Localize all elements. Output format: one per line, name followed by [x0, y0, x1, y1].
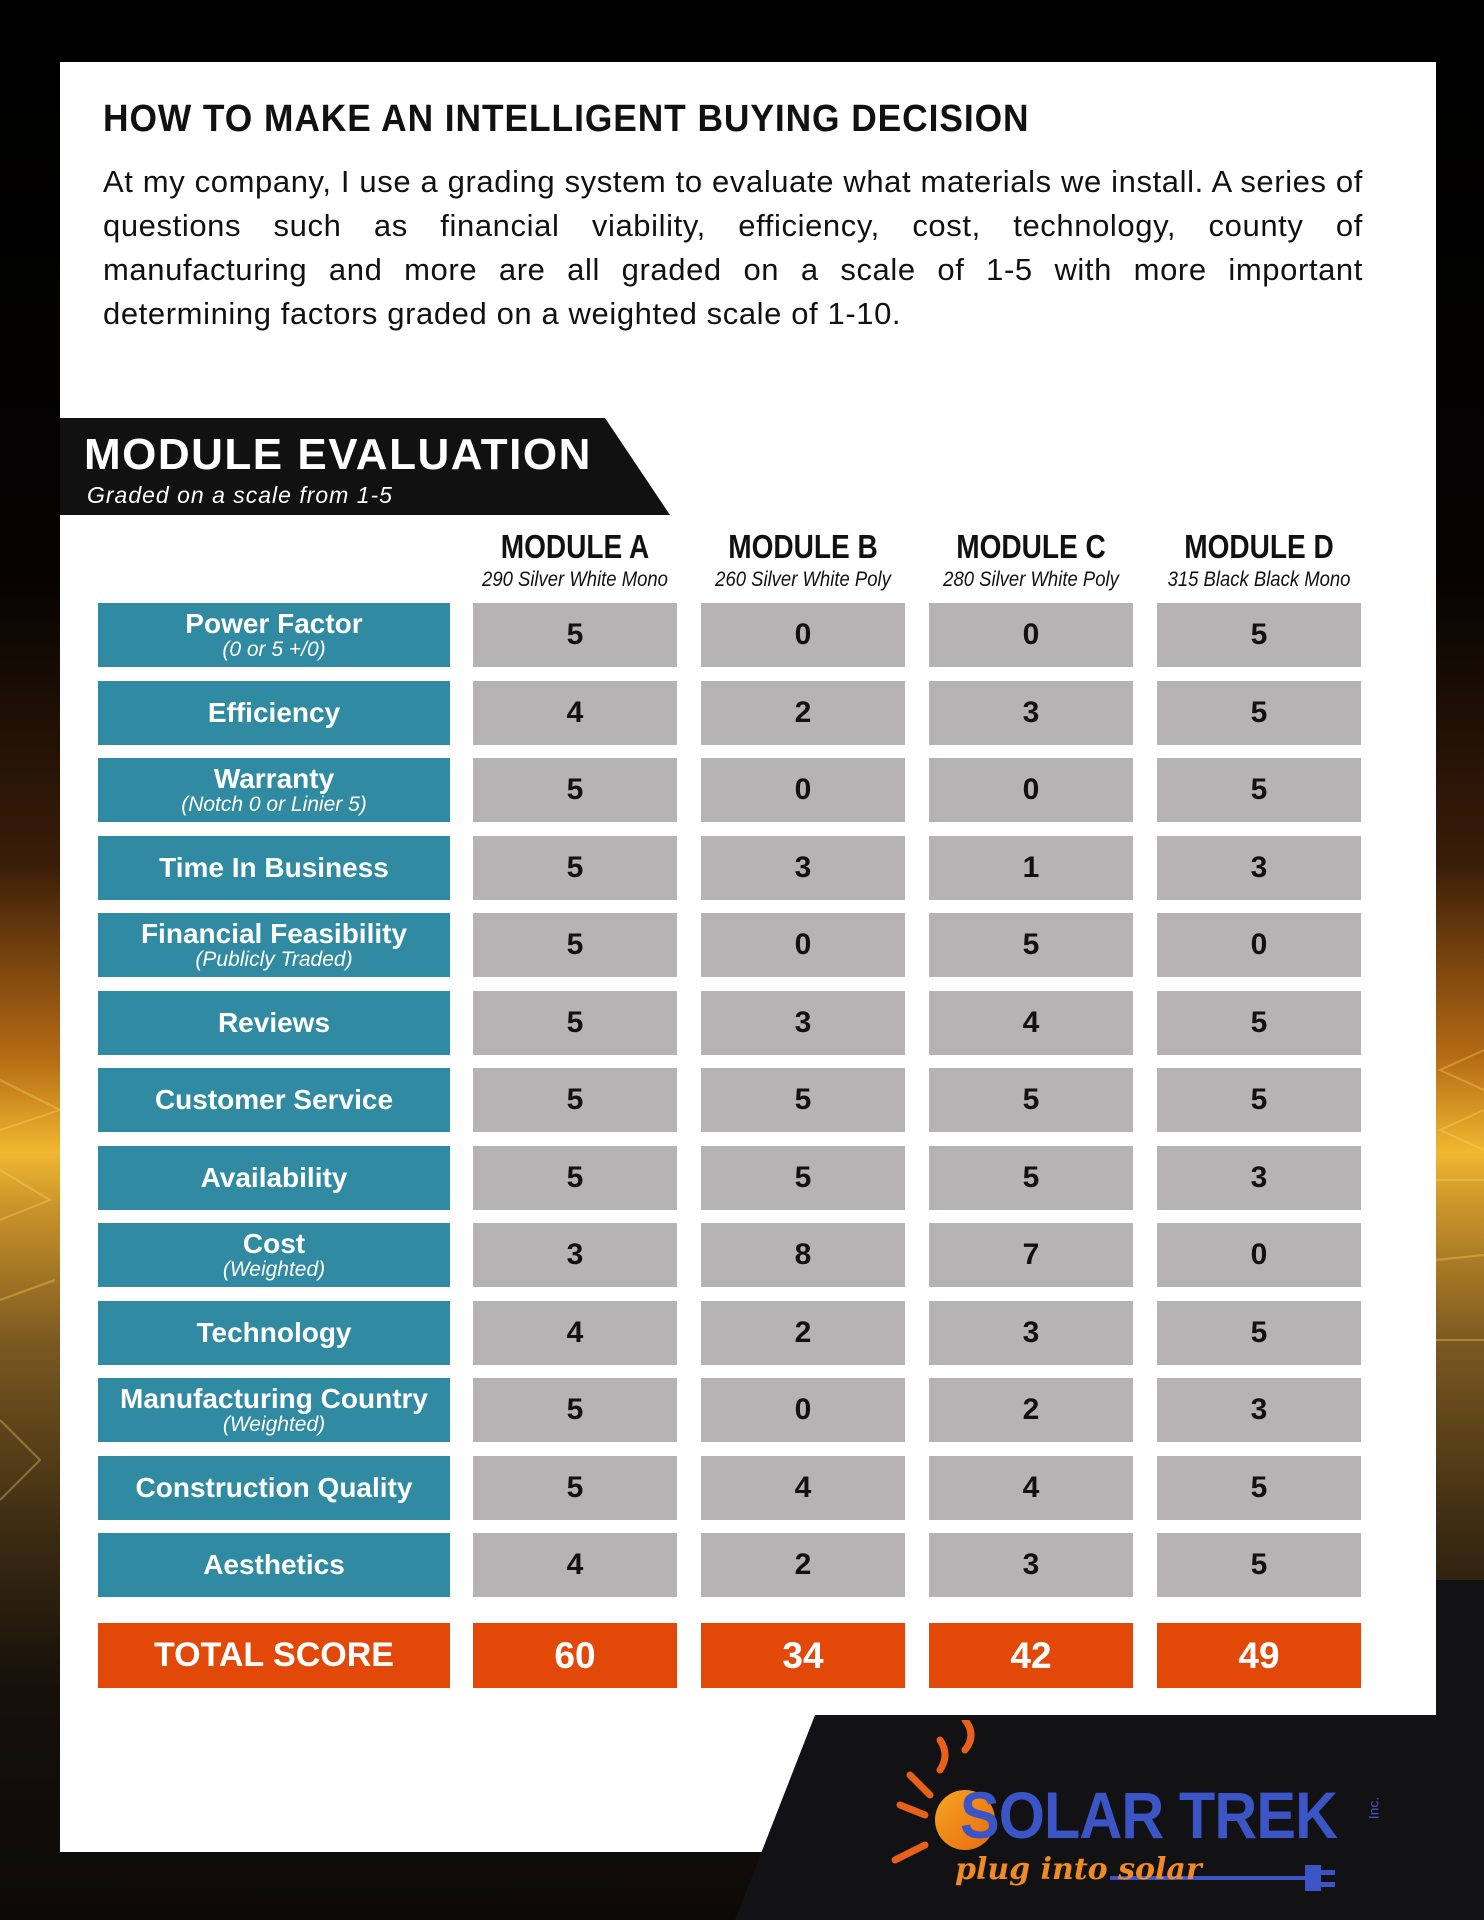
score-cell: 4 — [701, 1456, 905, 1520]
score-cell: 3 — [929, 681, 1133, 745]
criterion-name: Customer Service — [154, 1084, 394, 1115]
dark-strip — [1436, 1580, 1484, 1920]
module-description: 280 Silver White Poly — [943, 568, 1119, 591]
score-cell: 5 — [473, 836, 677, 900]
total-score-cell: 42 — [929, 1623, 1133, 1688]
score-cell: 3 — [929, 1301, 1133, 1365]
criterion-name: Cost — [242, 1228, 306, 1259]
criterion-label — [98, 1301, 450, 1365]
score-cell: 3 — [701, 836, 905, 900]
criterion-name: Reviews — [217, 1007, 331, 1038]
criterion-note: (Weighted) — [222, 1413, 326, 1436]
criterion-name: Availability — [200, 1162, 348, 1193]
score-cell: 5 — [1157, 1068, 1361, 1132]
criterion-name: Technology — [196, 1317, 352, 1348]
score-cell: 0 — [929, 603, 1133, 667]
score-cell: 5 — [1157, 1456, 1361, 1520]
score-cell: 5 — [473, 1378, 677, 1442]
intro-paragraph: At my company, I use a grading system to evaluate what materials we install. A series of questions such as financial viability, efficiency, cost, technology, county of manufacturing and more are all graded on a scale of 1-5 with more important determining factors graded on a weighted scale of 1-10. — [103, 164, 1363, 331]
criterion-label — [98, 1456, 450, 1520]
logo-wordmark: SOLAR TREK — [960, 1778, 1338, 1852]
criterion-label — [98, 1068, 450, 1132]
criterion-label — [98, 603, 450, 667]
score-cell: 3 — [1157, 1146, 1361, 1210]
criterion-label — [98, 681, 450, 745]
score-cell: 4 — [473, 1533, 677, 1597]
score-cell: 5 — [929, 1146, 1133, 1210]
logo-inc: Inc. — [1365, 1796, 1382, 1820]
banner-subtitle: Graded on a scale from 1-5 — [87, 482, 393, 508]
criterion-note: (Weighted) — [222, 1258, 326, 1281]
criterion-note: (Notch 0 or Linier 5) — [181, 793, 367, 816]
criterion-name: Power Factor — [185, 608, 363, 639]
criterion-label — [98, 913, 450, 977]
total-score-cell: 49 — [1157, 1623, 1361, 1688]
criterion-name: Construction Quality — [135, 1472, 413, 1503]
score-cell: 4 — [929, 1456, 1133, 1520]
module-name: MODULE B — [728, 528, 878, 565]
score-cell: 3 — [1157, 836, 1361, 900]
criterion-name: Warranty — [213, 763, 335, 794]
score-cell: 5 — [473, 1456, 677, 1520]
criterion-name: Time In Business — [159, 852, 389, 883]
score-cell: 0 — [701, 603, 905, 667]
score-cell: 5 — [929, 1068, 1133, 1132]
score-cell: 3 — [1157, 1378, 1361, 1442]
banner-title: MODULE EVALUATION — [84, 430, 592, 479]
criterion-label — [98, 1146, 450, 1210]
total-score-cell: 60 — [473, 1623, 677, 1688]
score-cell: 5 — [1157, 603, 1361, 667]
module-name: MODULE A — [500, 528, 650, 565]
criterion-name: Efficiency — [207, 697, 341, 728]
criterion-name: Manufacturing Country — [120, 1383, 428, 1414]
total-score-label: TOTAL SCORE — [98, 1623, 450, 1688]
criterion-label — [98, 1223, 450, 1287]
score-cell: 8 — [701, 1223, 905, 1287]
score-cell: 1 — [929, 836, 1133, 900]
module-description: 315 Black Black Mono — [1167, 568, 1351, 591]
module-description: 290 Silver White Mono — [482, 568, 668, 591]
score-cell: 0 — [701, 913, 905, 977]
criterion-label — [98, 991, 450, 1055]
criterion-label — [98, 1533, 450, 1597]
module-header — [1144, 528, 1374, 592]
score-cell: 4 — [473, 681, 677, 745]
score-cell: 0 — [701, 758, 905, 822]
score-cell: 4 — [473, 1301, 677, 1365]
module-header — [460, 528, 690, 592]
module-header — [688, 528, 918, 592]
total-score-cell: 34 — [701, 1623, 905, 1688]
score-cell: 3 — [473, 1223, 677, 1287]
score-cell: 2 — [701, 681, 905, 745]
score-cell: 0 — [929, 758, 1133, 822]
criterion-label — [98, 836, 450, 900]
module-description: 260 Silver White Poly — [715, 568, 891, 591]
score-cell: 5 — [473, 1146, 677, 1210]
criterion-note: (0 or 5 +/0) — [222, 638, 326, 661]
score-cell: 5 — [929, 913, 1133, 977]
score-cell: 5 — [473, 758, 677, 822]
score-cell: 0 — [1157, 1223, 1361, 1287]
criterion-note: (Publicly Traded) — [195, 948, 353, 971]
module-header — [916, 528, 1146, 592]
score-cell: 5 — [473, 603, 677, 667]
criterion-name: Financial Feasibility — [140, 918, 408, 949]
score-cell: 5 — [1157, 991, 1361, 1055]
score-cell: 5 — [1157, 758, 1361, 822]
score-cell: 4 — [929, 991, 1133, 1055]
score-cell: 0 — [701, 1378, 905, 1442]
score-cell: 5 — [701, 1146, 905, 1210]
score-cell: 2 — [701, 1533, 905, 1597]
logo-tagline: plug into solar — [955, 1852, 1202, 1887]
score-cell: 5 — [473, 991, 677, 1055]
intro-title: HOW TO MAKE AN INTELLIGENT BUYING DECISION — [103, 98, 1030, 140]
score-cell: 2 — [701, 1301, 905, 1365]
criterion-label — [98, 758, 450, 822]
criterion-label — [98, 1378, 450, 1442]
score-cell: 5 — [1157, 1533, 1361, 1597]
module-name: MODULE C — [956, 528, 1106, 565]
score-cell: 5 — [473, 913, 677, 977]
score-cell: 7 — [929, 1223, 1133, 1287]
score-cell: 5 — [701, 1068, 905, 1132]
score-cell: 5 — [1157, 1301, 1361, 1365]
score-cell: 0 — [1157, 913, 1361, 977]
score-cell: 5 — [473, 1068, 677, 1132]
module-name: MODULE D — [1184, 528, 1334, 565]
criterion-name: Aesthetics — [203, 1549, 345, 1580]
score-cell: 5 — [1157, 681, 1361, 745]
score-cell: 3 — [929, 1533, 1133, 1597]
score-cell: 3 — [701, 991, 905, 1055]
score-cell: 2 — [929, 1378, 1133, 1442]
